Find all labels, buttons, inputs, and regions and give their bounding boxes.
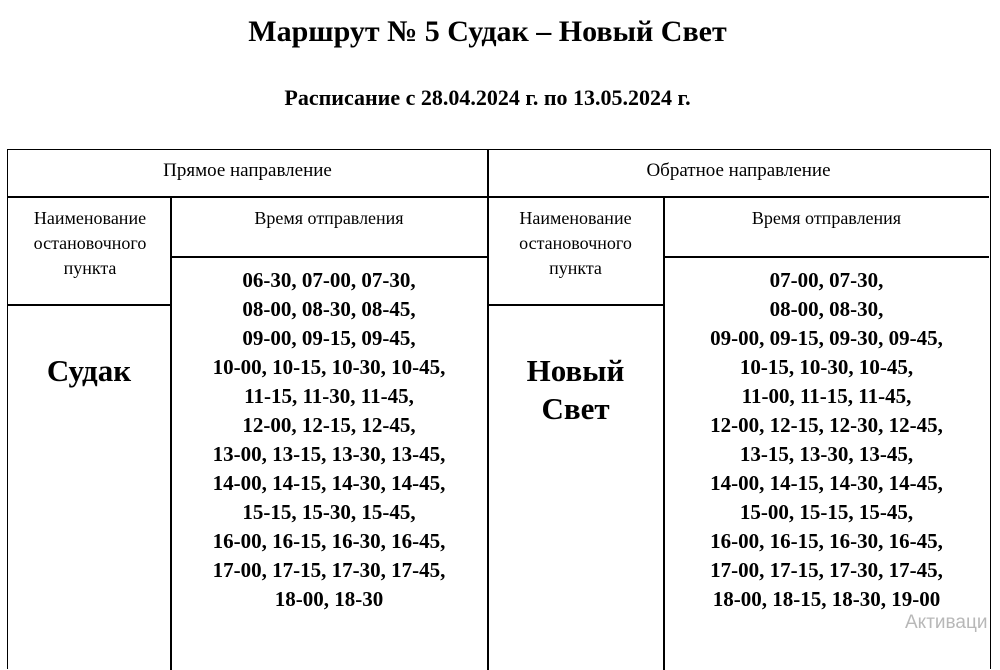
forward-times-line: 14-00, 14-15, 14-30, 14-45, [212, 471, 446, 495]
backward-times-line: 18-00, 18-15, 18-30, 19-00 [712, 587, 941, 611]
schedule-table [7, 149, 991, 669]
backward-times-line: 14-00, 14-15, 14-30, 14-45, [710, 471, 943, 495]
forward-times-line: 10-00, 10-15, 10-30, 10-45, [212, 355, 446, 379]
backward-times-line: 11-00, 11-15, 11-45, [741, 384, 912, 408]
backward-times-line: 16-00, 16-15, 16-30, 16-45, [710, 529, 943, 553]
forward-direction-header: Прямое направление [163, 160, 332, 181]
activation-watermark: Активаци [905, 612, 988, 633]
forward-stop-name: Судак [46, 353, 132, 388]
forward-times-list [171, 266, 487, 614]
divider-backward-timeheader [663, 256, 989, 258]
backward-times-list [664, 266, 989, 614]
backward-stop-name-line2: Свет [541, 391, 610, 426]
divider-forward-subheader [8, 304, 171, 306]
forward-times-line: 15-15, 15-30, 15-45, [242, 500, 416, 524]
divider-backward-subheader [487, 304, 664, 306]
forward-times-line: 09-00, 09-15, 09-45, [242, 326, 416, 350]
forward-times-line: 13-00, 13-15, 13-30, 13-45, [212, 442, 446, 466]
divider-header-bottom [8, 196, 989, 198]
forward-times-line: 17-00, 17-15, 17-30, 17-45, [212, 558, 446, 582]
schedule-period: Расписание с 28.04.2024 г. по 13.05.2024 г. [284, 85, 691, 110]
forward-times-line: 08-00, 08-30, 08-45, [242, 297, 416, 321]
backward-times-line: 15-00, 15-15, 15-45, [739, 500, 914, 524]
forward-times-line: 16-00, 16-15, 16-30, 16-45, [212, 529, 446, 553]
backward-stop-header: Наименование остановочного пункта [519, 208, 632, 278]
backward-time-header: Время отправления [751, 208, 902, 228]
backward-times-line: 17-00, 17-15, 17-30, 17-45, [710, 558, 943, 582]
forward-times-line: 11-15, 11-30, 11-45, [244, 384, 414, 408]
backward-stop-name-line1: Новый [526, 353, 625, 388]
forward-times-line: 06-30, 07-00, 07-30, [242, 268, 416, 292]
forward-time-header: Время отправления [254, 208, 404, 228]
backward-times-line: 08-00, 08-30, [769, 297, 884, 321]
divider-forward-timeheader [170, 256, 488, 258]
backward-direction-header: Обратное направление [646, 160, 831, 181]
backward-times-line: 13-15, 13-30, 13-45, [739, 442, 914, 466]
backward-times-line: 09-00, 09-15, 09-30, 09-45, [710, 326, 943, 350]
backward-stop-name [488, 352, 663, 428]
backward-times-line: 07-00, 07-30, [769, 268, 884, 292]
page-title: Маршрут № 5 Судак – Новый Свет [248, 15, 727, 48]
backward-times-line: 10-15, 10-30, 10-45, [739, 355, 914, 379]
forward-times-line: 18-00, 18-30 [274, 587, 384, 611]
forward-times-line: 12-00, 12-15, 12-45, [242, 413, 416, 437]
backward-times-line: 12-00, 12-15, 12-30, 12-45, [710, 413, 943, 437]
forward-stop-header: Наименование остановочного пункта [33, 208, 147, 278]
